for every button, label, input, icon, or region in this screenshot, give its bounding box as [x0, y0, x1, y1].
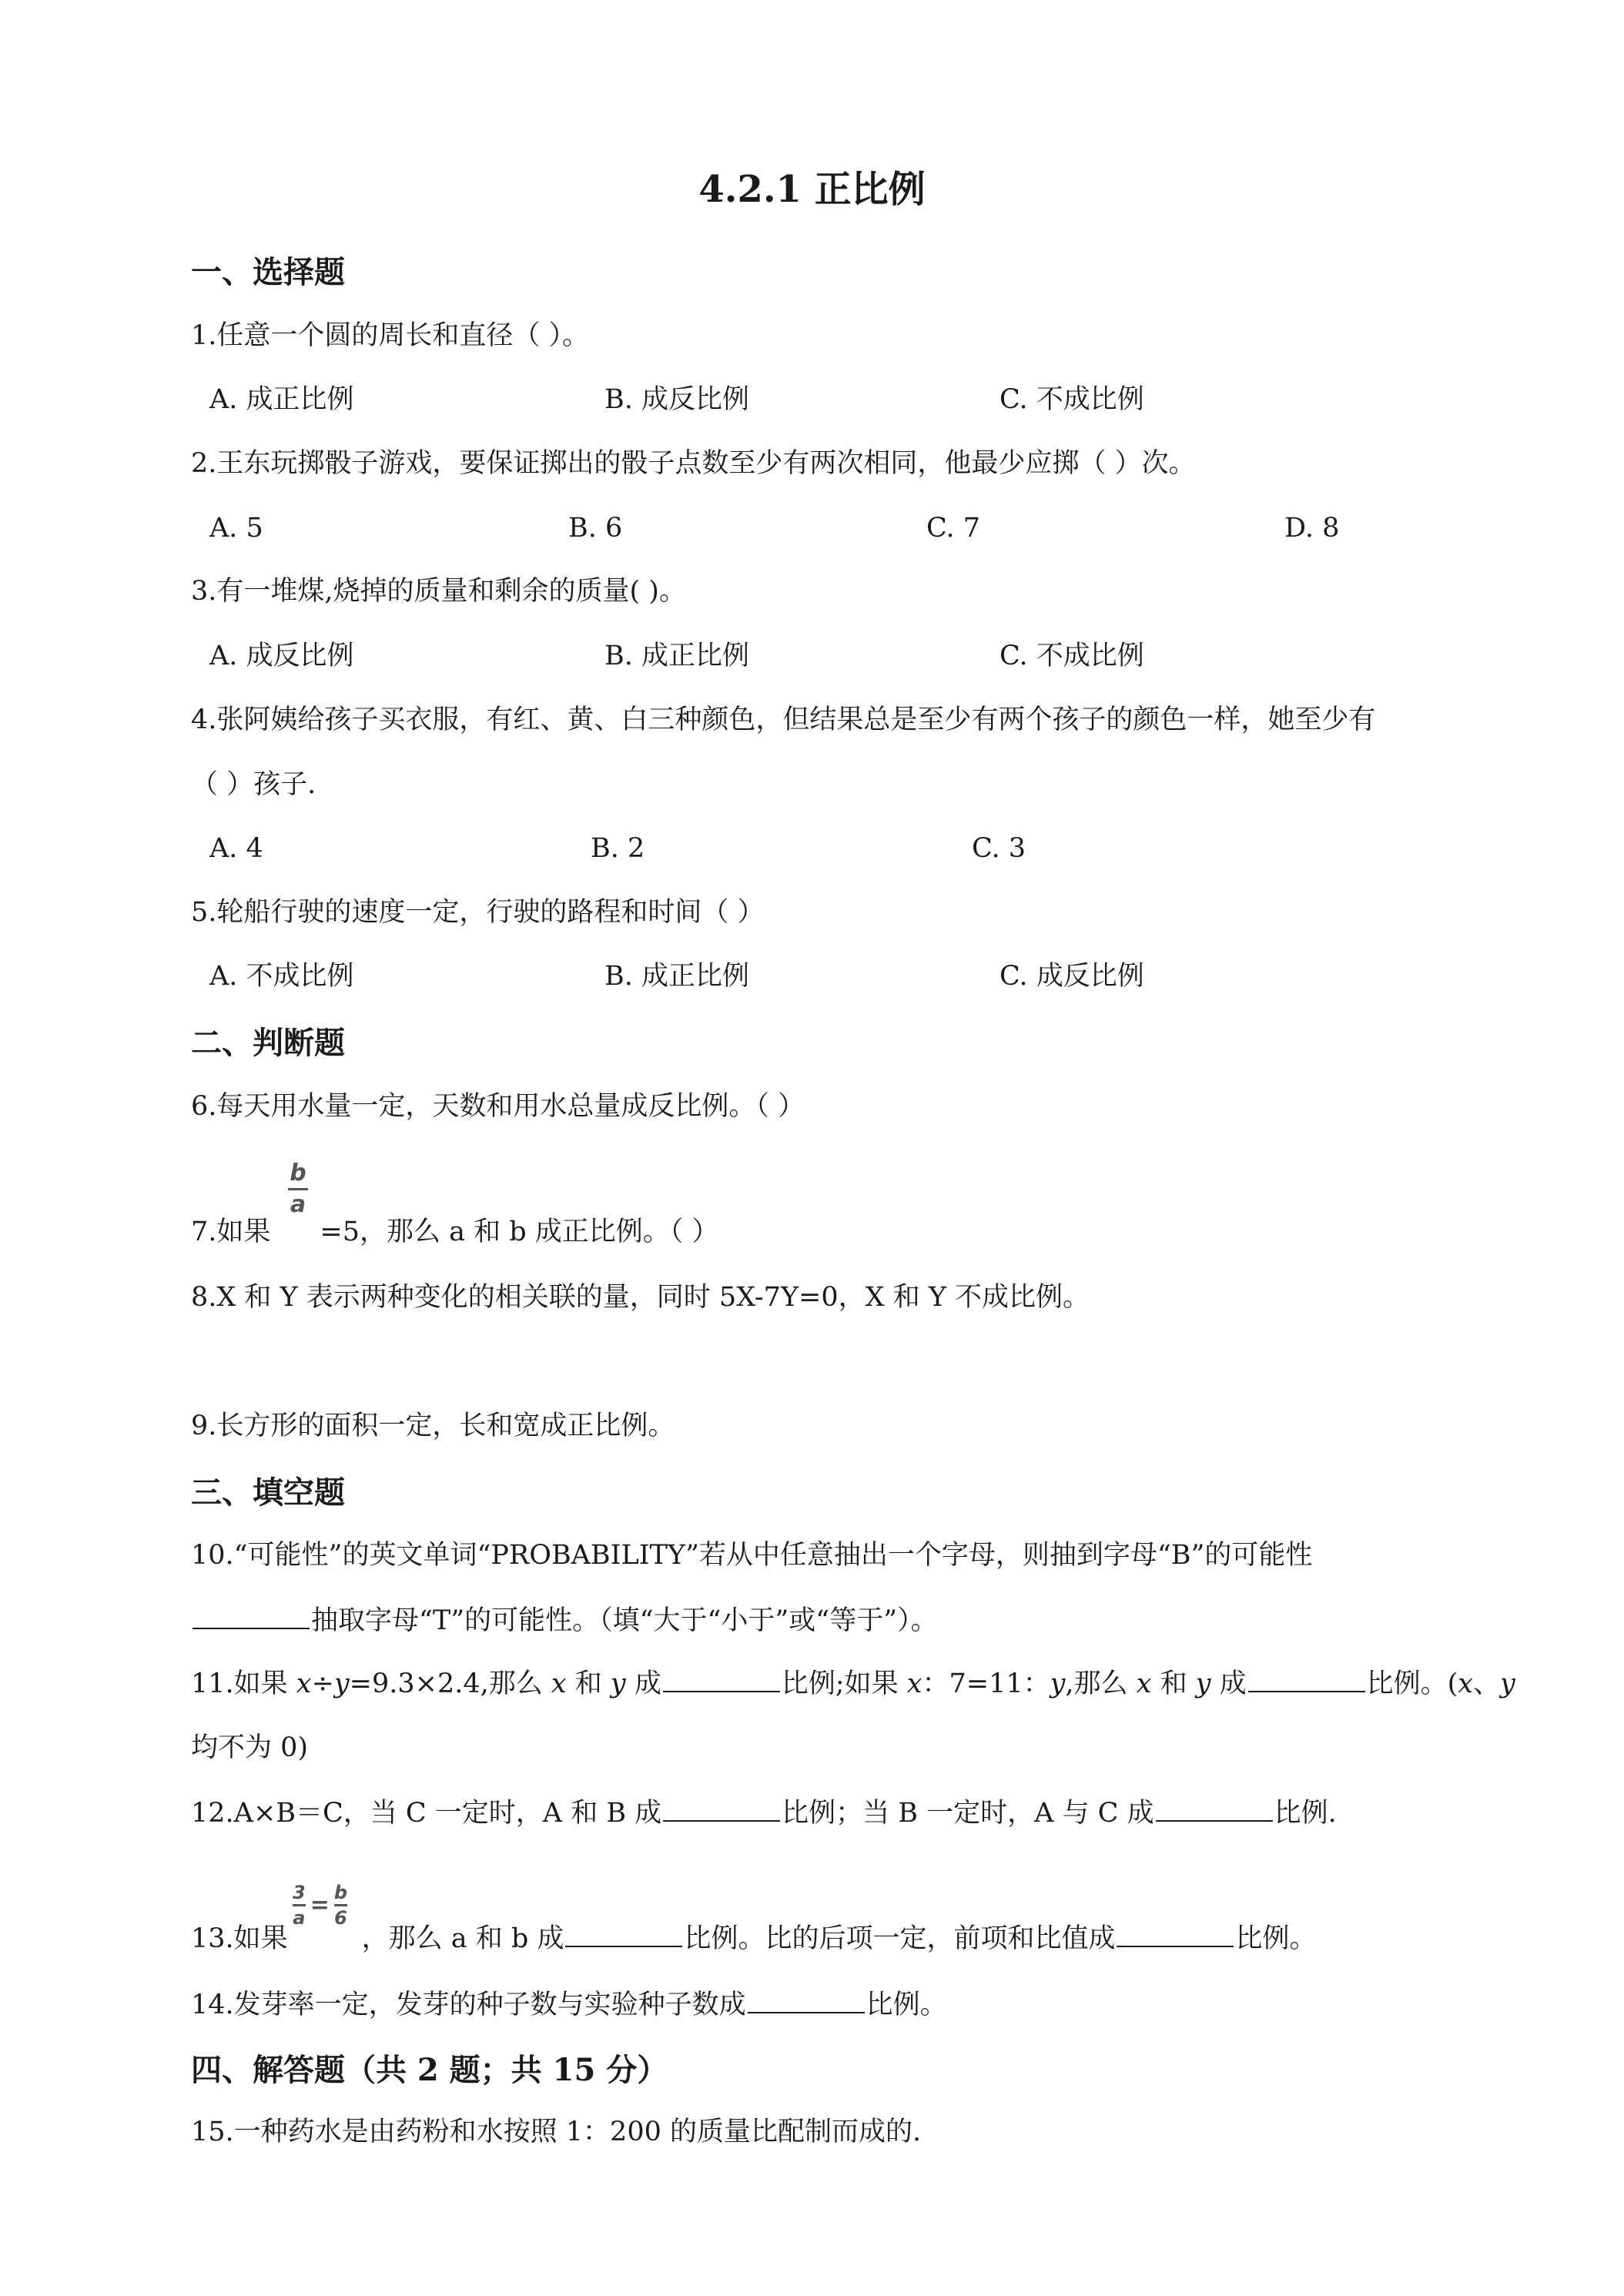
q13-equation [293, 1883, 347, 1927]
section-heading-fill-blank: 三、填空题 [191, 1474, 345, 1511]
answer-blank[interactable] [663, 1669, 780, 1692]
question-14: 14.发芽率一定，发芽的种子数与实验种子数成 比例。 [191, 1990, 947, 2020]
question-11-line-2: 均不为 0) [191, 1732, 309, 1763]
question-2: 2.王东玩掷骰子游戏，要保证掷出的骰子点数至少有两次相同，他最少应掷（ ）次。 [191, 448, 1196, 479]
q1-option-a: A. 成正比例 [209, 384, 354, 415]
q13-fraction-3-over-a: $\frac{3}{a}$ [293, 1882, 306, 1929]
question-15: 15.一种药水是由药粉和水按照 1：200 的质量比配制而成的. [191, 2117, 922, 2147]
q2-option-b: B. 6 [568, 513, 623, 544]
q7-prefix: 7.如果 [191, 1217, 271, 1247]
q3-option-b: B. 成正比例 [604, 641, 749, 671]
question-4-line-1: 4.张阿姨给孩子买衣服，有红、黄、白三种颜色，但结果总是至少有两个孩子的颜色一样，她至少有 [191, 705, 1376, 735]
q3-option-a: A. 成反比例 [209, 641, 354, 671]
q10-suffix: 抽取字母“T”的可能性。（填“大于“小于”或“等于”）。 [311, 1605, 938, 1636]
q7-suffix: =5，那么 a 和 b 成正比例。（ ） [320, 1217, 719, 1247]
fraction-bar [288, 1188, 308, 1190]
q3-option-c: C. 不成比例 [1000, 641, 1144, 671]
q7-fraction-b-over-a [288, 1162, 308, 1217]
answer-blank[interactable] [748, 1990, 865, 2013]
answer-blank[interactable] [1248, 1669, 1365, 1692]
q2-option-a: A. 5 [209, 513, 263, 544]
q5-option-c: C. 成反比例 [1000, 961, 1144, 992]
answer-blank[interactable] [1117, 1924, 1234, 1947]
question-8: 8.X 和 Y 表示两种变化的相关联的量，同时 5X-7Y=0，X 和 Y 不成比例。 [191, 1282, 1090, 1313]
q5-option-a: A. 不成比例 [209, 961, 354, 992]
question-9: 9.长方形的面积一定，长和宽成正比例。 [191, 1411, 675, 1441]
q4-option-b: B. 2 [591, 833, 645, 864]
q5-option-b: B. 成正比例 [604, 961, 749, 992]
q2-option-c: C. 7 [926, 513, 981, 544]
q1-option-c: C. 不成比例 [1000, 384, 1144, 415]
question-5: 5.轮船行驶的速度一定，行驶的路程和时间（ ） [191, 897, 765, 928]
section-heading-answer: 四、解答题（共 2 题；共 15 分） [191, 2052, 668, 2088]
equals-sign: = [310, 1892, 330, 1919]
question-4-line-2: （ ）孩子. [191, 769, 316, 800]
section-heading-judgement: 二、判断题 [191, 1025, 345, 1061]
q7-numerator: b [290, 1160, 306, 1186]
question-12: 12.A×B＝C，当 C 一定时，A 和 B 成 比例；当 B 一定时，A 与 C 成 比例. [191, 1798, 1337, 1829]
q13-fraction-b-over-6: $\frac{b}{6}$ [333, 1882, 348, 1929]
question-10-line-2 [191, 1606, 938, 1635]
question-13: 13.如果 ，那么 a 和 b 成 比例。比的后项一定，前项和比值成 比例。 [191, 1923, 1317, 1954]
question-7 [191, 1219, 718, 1246]
question-11-line-1: 11.如果 x÷y=9.3×2.4,那么 x 和 y 成 比例;如果 x：7=11：y,那么 x 和 y 成 比例。(x、y [191, 1668, 1515, 1699]
q2-option-d: D. 8 [1284, 513, 1340, 544]
answer-blank[interactable] [663, 1799, 780, 1822]
question-3: 3.有一堆煤,烧掉的质量和剩余的质量( )。 [191, 576, 686, 607]
section-heading-choice: 一、选择题 [191, 254, 345, 290]
question-1: 1.任意一个圆的周长和直径（ ）。 [191, 320, 590, 351]
q4-option-c: C. 3 [972, 833, 1026, 864]
question-10-line-1: 10.“可能性”的英文单词“PROBABILITY”若从中任意抽出一个字母，则抽到字母“B”的可能性 [191, 1540, 1313, 1571]
q7-denominator: a [290, 1191, 306, 1218]
q1-option-b: B. 成反比例 [604, 384, 749, 415]
page-title: 4.2.1 正比例 [698, 168, 926, 211]
q4-option-a: A. 4 [209, 833, 263, 864]
answer-blank[interactable] [1156, 1799, 1273, 1822]
question-6: 6.每天用水量一定，天数和用水总量成反比例。（ ） [191, 1091, 805, 1122]
answer-blank[interactable] [565, 1924, 682, 1947]
answer-blank[interactable] [193, 1606, 310, 1629]
